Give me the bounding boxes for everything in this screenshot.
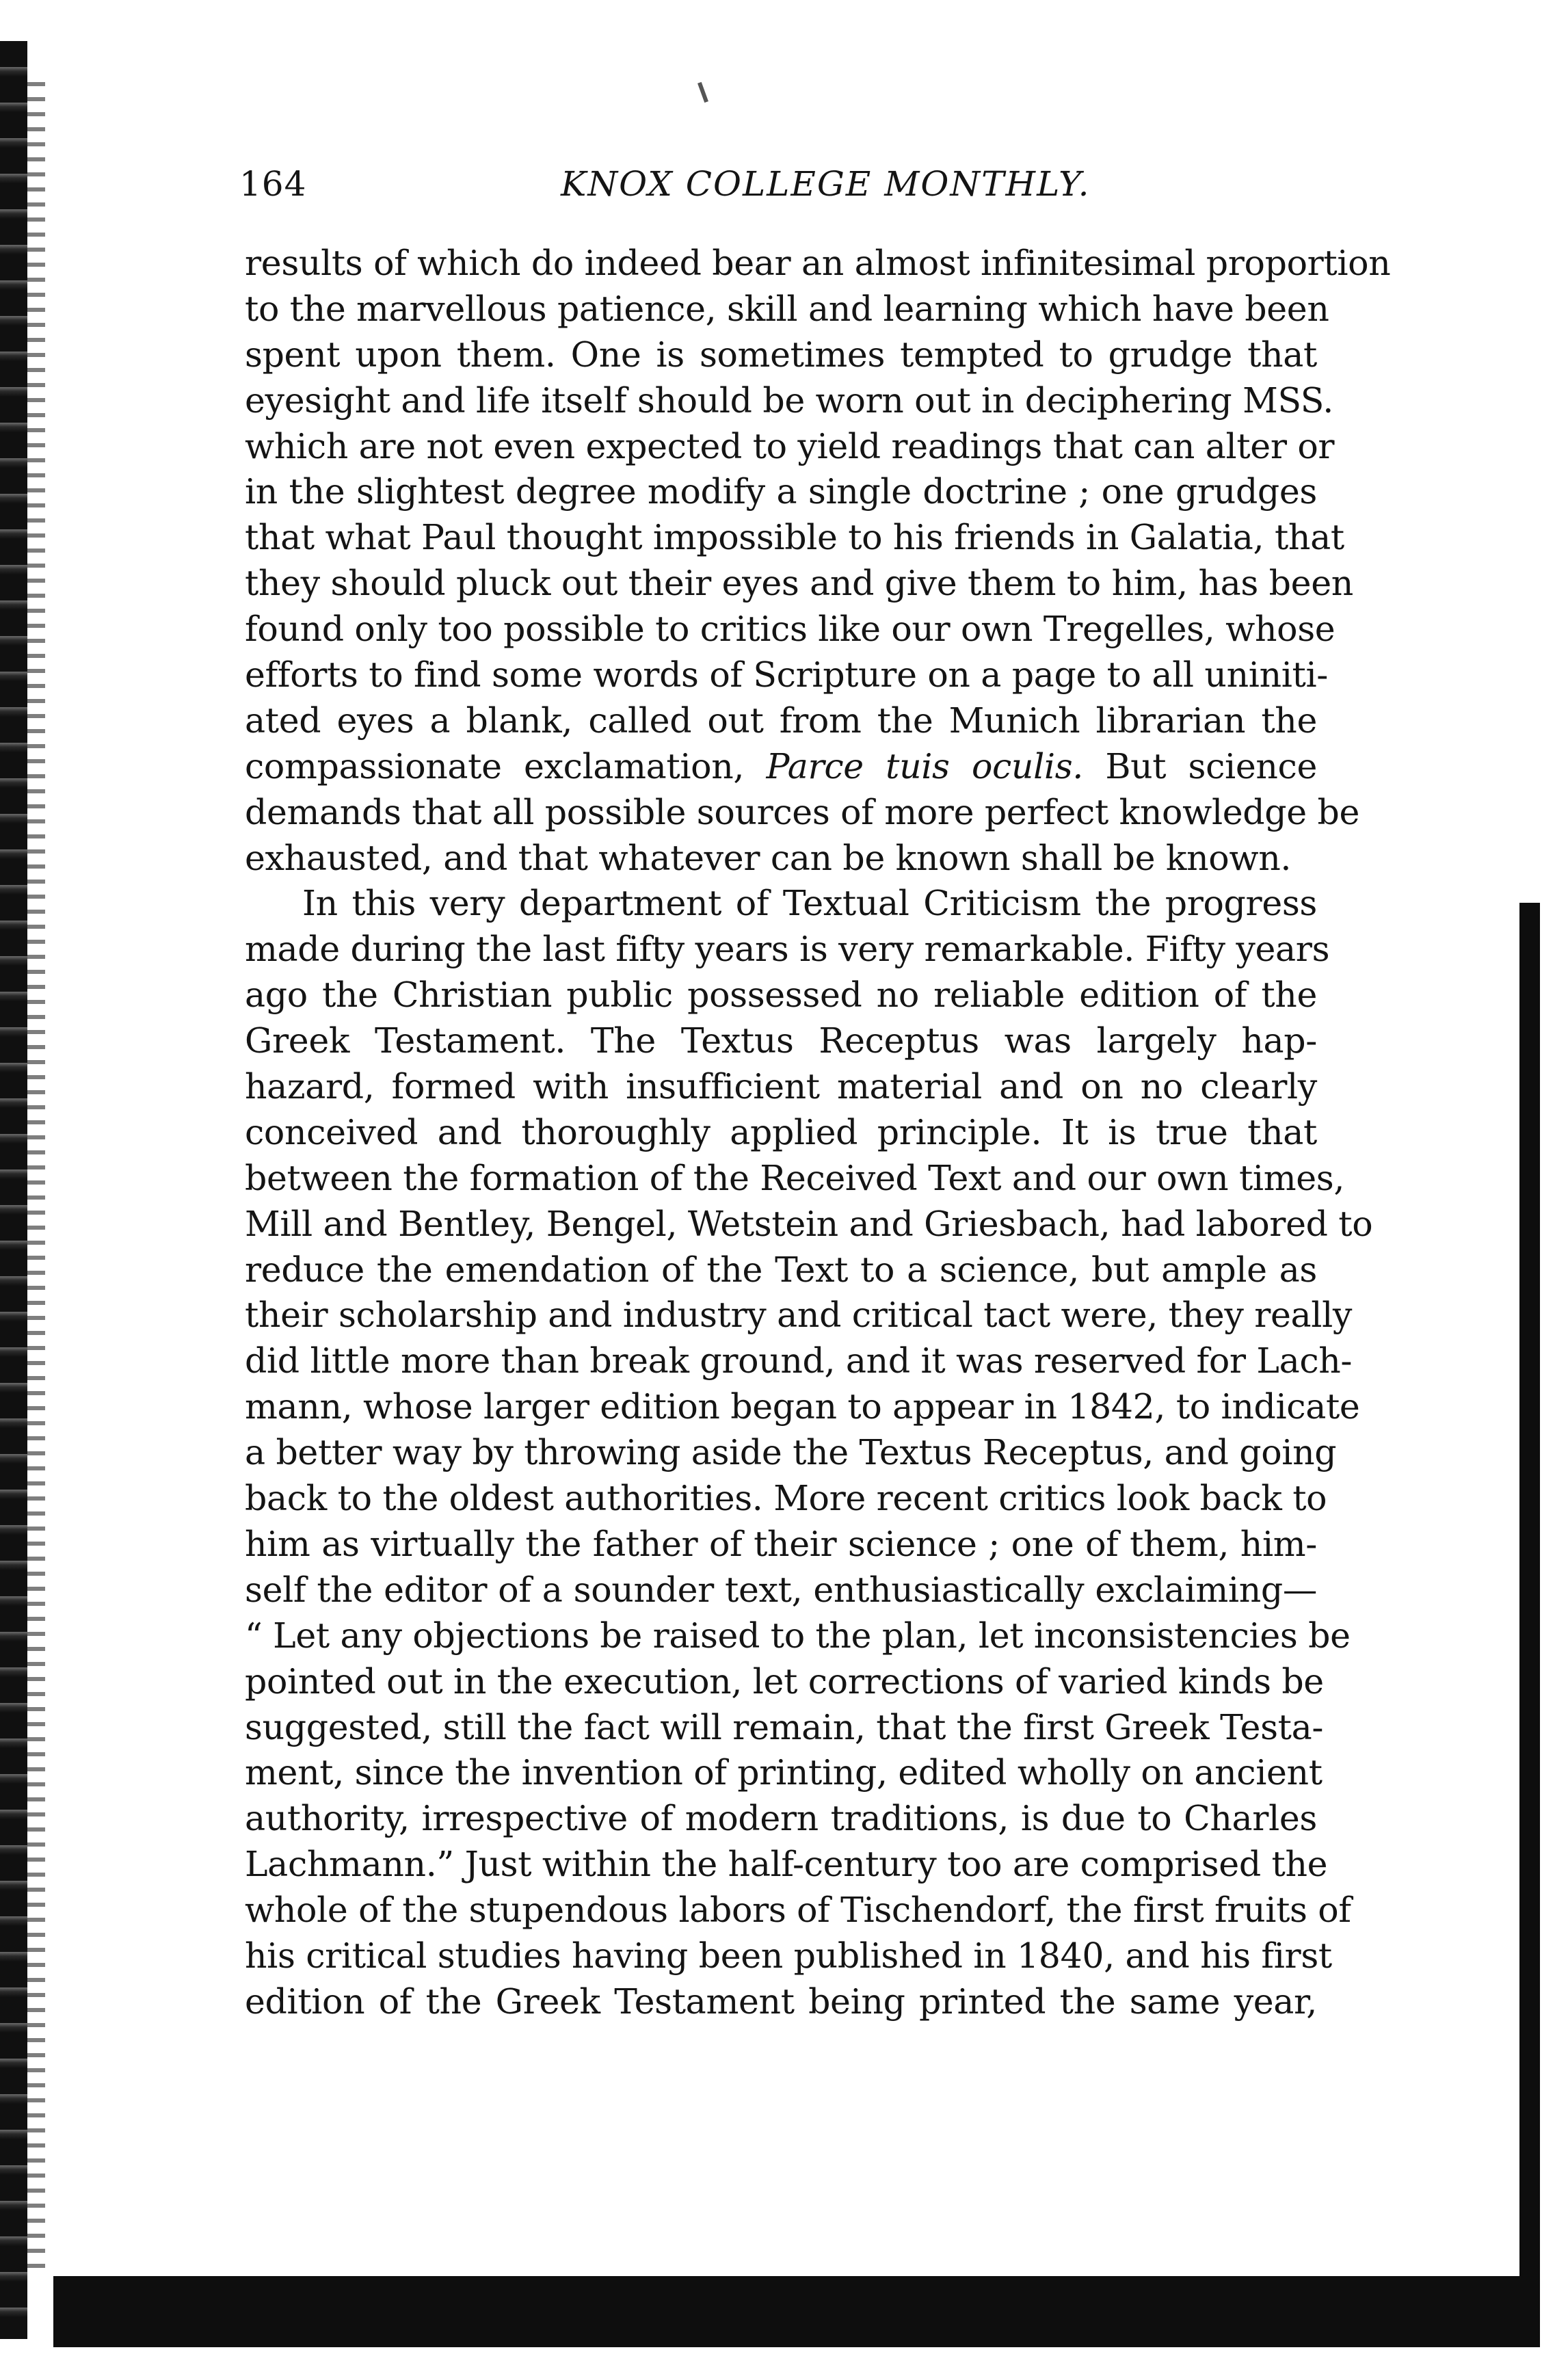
text-line: reduce the emendation of the Text to a science, but ample as	[245, 1249, 1317, 1290]
text-line: between the formation of the Received Text and our own times,	[245, 1157, 1345, 1198]
text-line: that what Paul thought impossible to his friends in Galatia, that	[245, 517, 1344, 558]
text-line: back to the oldest authorities. More recent critics look back to	[245, 1478, 1327, 1519]
stray-ink-mark	[697, 82, 708, 103]
text-line: eyesight and life itself should be worn out in deciphering MSS.	[245, 380, 1333, 421]
text-line: his critical studies having been published in 1840, and his first	[245, 1935, 1332, 1976]
text-line: suggested, still the fact will remain, that the first Greek Testa-	[245, 1706, 1324, 1747]
text-line: edition of the Greek Testament being printed the same year,	[245, 1981, 1317, 2022]
running-head	[239, 164, 1347, 219]
text-line: results of which do indeed bear an almost infinitesimal proportion	[245, 243, 1391, 283]
text-line: authority, irrespective of modern traditions, is due to Charles	[245, 1798, 1317, 1839]
text-line: Greek Testament. The Textus Receptus was largely hap-	[245, 1020, 1317, 1061]
text-line: to the marvellous patience, skill and learning which have been	[245, 288, 1329, 329]
text-segment: But science	[1105, 745, 1317, 787]
scan-right-border	[1519, 903, 1540, 2291]
text-line: exhausted, and that whatever can be known shall be known.	[245, 837, 1292, 878]
paragraph-start-line: In this very department of Textual Criticism the progress	[302, 883, 1317, 924]
text-line: self the editor of a sounder text, enthusiastically exclaiming—	[245, 1569, 1317, 1610]
text-line: ment, since the invention of printing, edited wholly on ancient	[245, 1752, 1323, 1793]
scan-bottom-border	[53, 2276, 1540, 2347]
text-line: whole of the stupendous labors of Tischendorf, the first fruits of	[245, 1890, 1351, 1931]
scan-left-border	[0, 41, 27, 2339]
text-line: made during the last fifty years is very remarkable. Fifty years	[245, 929, 1330, 970]
text-line: in the slightest degree modify a single doctrine ; one grudges	[245, 471, 1317, 512]
text-line: a better way by throwing aside the Textus Receptus, and going	[245, 1432, 1337, 1473]
text-line: “ Let any objections be raised to the plan, let inconsistencies be	[245, 1615, 1351, 1656]
scan-binding-shadow	[27, 82, 45, 2271]
text-line: ago the Christian public possessed no reliable edition of the	[245, 975, 1317, 1016]
page-number: 164	[239, 164, 307, 204]
text-line: did little more than break ground, and it was reserved for Lach-	[245, 1340, 1353, 1382]
text-line: their scholarship and industry and critical tact were, they really	[245, 1295, 1353, 1336]
text-line: him as virtually the father of their science ; one of them, him-	[245, 1523, 1317, 1564]
text-line: demands that all possible sources of more perfect knowledge be	[245, 791, 1359, 832]
text-line: conceived and thoroughly applied principle. It is true that	[245, 1111, 1317, 1152]
text-line: ated eyes a blank, called out from the Munich librarian the	[245, 700, 1317, 741]
text-line: spent upon them. One is sometimes tempted to grudge that	[245, 334, 1317, 375]
text-segment: compassionate exclamation,	[245, 745, 745, 787]
text-line: Lachmann.” Just within the half-century too are comprised the	[245, 1844, 1328, 1885]
text-line: pointed out in the execution, let corrections of varied kinds be	[245, 1661, 1324, 1702]
text-line: mann, whose larger edition began to appear in 1842, to indicate	[245, 1386, 1360, 1427]
text-line: hazard, formed with insufficient material and on no clearly	[245, 1066, 1317, 1107]
latin-quotation: Parce tuis oculis.	[766, 745, 1083, 787]
text-line: efforts to find some words of Scripture on a page to all uniniti-	[245, 655, 1329, 696]
text-line-with-italic	[245, 744, 1317, 790]
text-line: found only too possible to critics like our own Tregelles, whose	[245, 609, 1336, 650]
journal-title: KNOX COLLEGE MONTHLY.	[561, 164, 1091, 204]
text-line: Mill and Bentley, Bengel, Wetstein and Griesbach, had labored to	[245, 1203, 1373, 1244]
text-line: which are not even expected to yield readings that can alter or	[245, 425, 1335, 466]
body-text	[245, 241, 1391, 2025]
text-line: they should pluck out their eyes and give them to him, has been	[245, 563, 1353, 604]
